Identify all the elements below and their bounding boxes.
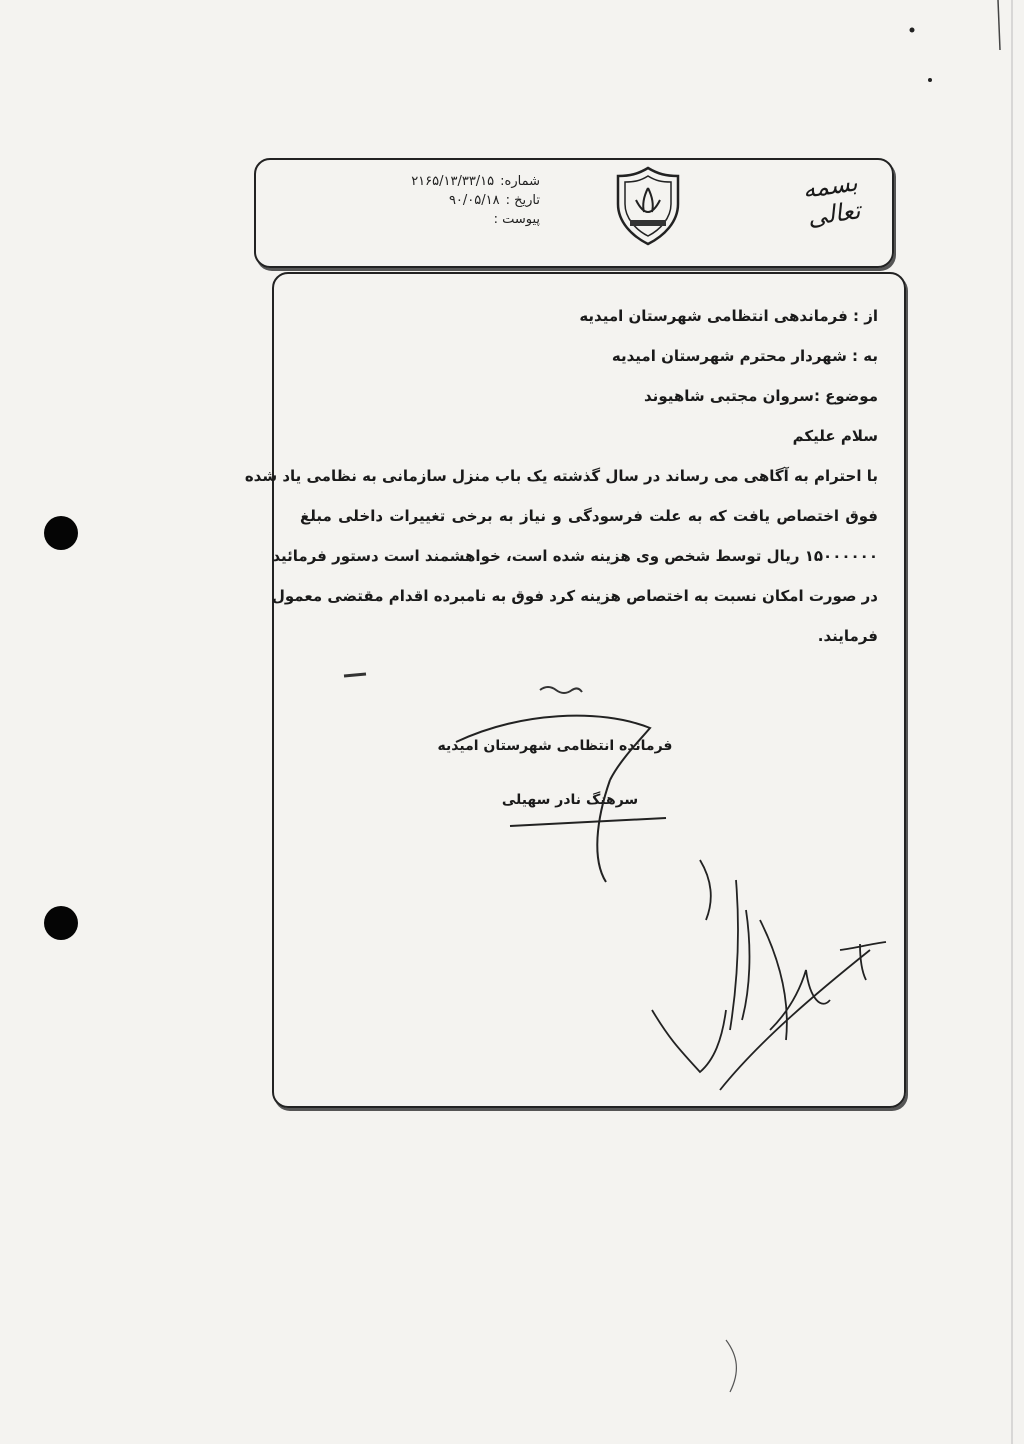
letter-paragraph	[244, 456, 878, 656]
punch-hole-bottom	[44, 906, 78, 940]
attachment-row	[340, 210, 540, 229]
attachment-label: پیوست :	[493, 212, 540, 227]
greeting-line: سلام علیکم	[792, 427, 878, 445]
reference-number-row	[340, 172, 540, 191]
bismillah-handwritten: بسمه تعالی	[800, 168, 863, 232]
signatory-title: فرمانده انتظامی شهرستان امیدیه	[437, 738, 673, 754]
number-label: شماره:	[500, 174, 540, 189]
police-emblem-icon	[608, 164, 688, 248]
signatory-name: سرهنگ نادر سهیلی	[501, 792, 639, 808]
subject-line: موضوع :سروان مجتبی شاهیوند	[644, 387, 878, 405]
date-value: ۹۰/۰۵/۱۸	[448, 193, 500, 208]
date-label: تاریخ :	[505, 193, 540, 208]
body-line: فرمایند.	[817, 627, 878, 645]
body-line: با احترام به آگاهی می رساند در سال گذشته یک باب منزل سازمانی به نظامی یاد شده	[244, 467, 878, 485]
reference-info	[340, 172, 540, 229]
letter-content	[244, 296, 878, 656]
body-line: در صورت امکان نسبت به اختصاص هزینه کرد فوق به نامبرده اقدام مقتضی معمول	[271, 587, 878, 605]
number-value: ۲۱۶۵/۱۳/۳۳/۱۵	[411, 174, 495, 189]
from-line: از : فرماندهی انتظامی شهرستان امیدیه	[579, 307, 878, 325]
date-row	[340, 191, 540, 210]
punch-hole-top	[44, 516, 78, 550]
to-line: به : شهردار محترم شهرستان امیدیه	[611, 347, 878, 365]
body-line: فوق اختصاص یافت که به علت فرسودگی و نیاز به برخی تغییرات داخلی مبلغ	[300, 507, 878, 525]
body-line: ۱۵۰۰۰۰۰۰ ریال توسط شخص وی هزینه شده است، خواهشمند است دستور فرمائید	[272, 547, 878, 565]
